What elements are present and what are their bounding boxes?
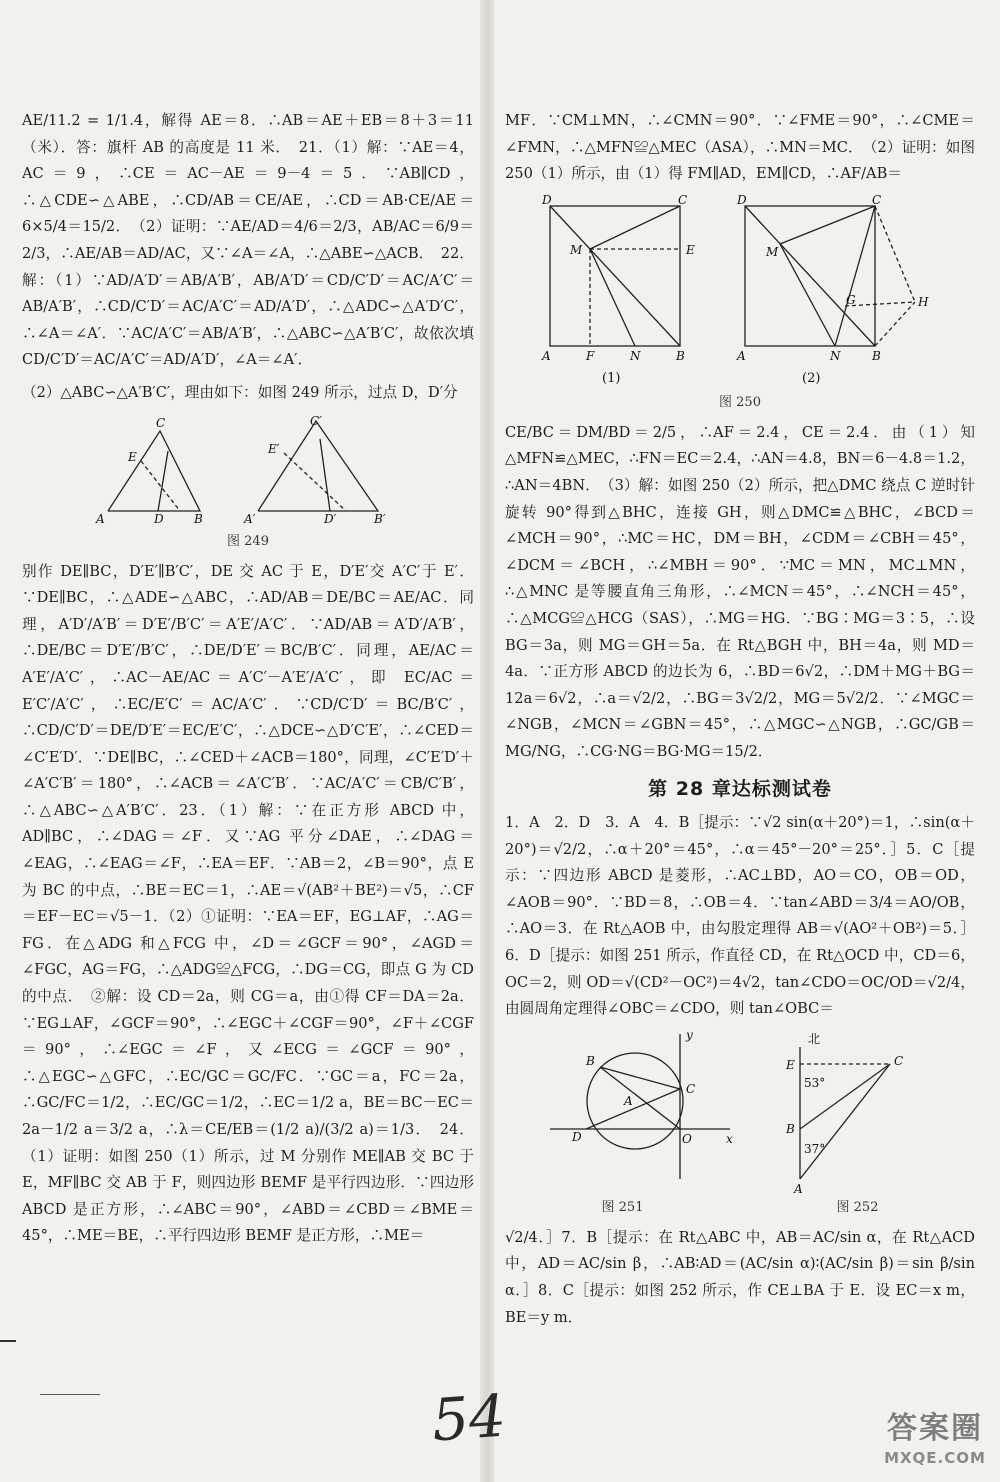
page-gutter xyxy=(480,0,494,1482)
watermark-url: MXQE.COM xyxy=(884,1449,986,1467)
left-column xyxy=(22,108,474,1388)
chapter-answers-1-6: 1．A 2．D 3．A 4．B［提示：∵√2 sin(α＋20°)＝1，∴sin(α＋20°)＝√2/2，∴α＋20°＝45°，∴α＝45°－20°＝25°．］5．C［提示：∵四边形 ABCD 是菱形，∴AC⊥BD，AO＝CO，OB＝OD，∠AOB＝90°．∵BD＝8，∴OB＝4．∵tan∠ABD＝3/4＝AO/OB，∴AO＝3．在 Rt△AOB 中，由勾股定理得 AB＝√(AO²＋OB²)＝5．］6．D［提示：如图 251 所示，作直径 CD，在 Rt△OCD 中，CD＝6，OC＝2，则 OD＝√(CD²－OC²)＝4√2，tan∠CDO＝OC/OD＝√2/4，由圆周角定理得∠OBC＝∠CDO，则 tan∠OBC＝ xyxy=(505,814,975,1018)
fig251-label-O: O xyxy=(682,1131,692,1146)
solutions-21-22: AE/11.2 = 1/1.4，解得 AE＝8．∴AB＝AE＋EB＝8＋3＝11（米）．答：旗杆 AB 的高度是 11 米． 21．（1）解：∵AE＝4，AC＝9，∴CE＝AC－AE＝9－4＝5．∵AB∥CD，∴△CDE∽△ABE，∴CD/AB＝CE/AE，∴CD＝AB·CE/AE＝6×5/4＝15/2． （2）证明：∵AE/AD＝4/6＝2/3，AB/AC＝6/9＝2/3，∴AE/AB＝AD/AC，又∵∠A＝∠A，∴△ABE∽△ACB． 22．解：（1）∵AD/A′D′＝AB/A′B′，AB/A′D′＝CD/C′D′＝AC/A′C′＝AB/A′B′，∴CD/C′D′＝AC/A′C′＝AD/A′D′，∴△ADC∽△A′D′C′，∴∠A＝∠A′．∵AC/A′C′＝AB/A′B′，∴△ABC∽△A′B′C′，故依次填 CD/C′D′＝AC/A′C′＝AD/A′D′，∠A＝∠A′． xyxy=(22,112,474,369)
left-edge-mark xyxy=(0,1340,16,1342)
fig250-1-label-N: N xyxy=(630,348,641,363)
fig251-label-C: C xyxy=(686,1081,696,1096)
figure-249 xyxy=(22,413,474,551)
fig251-label-A: A xyxy=(624,1093,633,1108)
fig250-2-label-B: B xyxy=(872,348,881,363)
fig252-label-B: B xyxy=(786,1121,795,1136)
fig250-2-label-C: C xyxy=(872,193,882,207)
fig252-label-A: A xyxy=(794,1181,803,1196)
watermark-logo xyxy=(880,1410,990,1476)
figure-250-diagram xyxy=(540,194,940,394)
figure-250 xyxy=(505,194,975,412)
label-D: D xyxy=(154,511,164,526)
fig250-1-label-D: D xyxy=(542,193,552,207)
label-E: E xyxy=(128,449,137,464)
label-B: B xyxy=(194,511,203,526)
right-column xyxy=(505,108,975,1388)
fig250-1-label-F: F xyxy=(586,348,595,363)
figure-249-caption: 图 249 xyxy=(227,533,269,549)
fig250-2-label-H: H xyxy=(918,294,929,309)
fig250-2-label-G: G xyxy=(846,292,856,307)
solution-24-continued: MF．∵CM⊥MN，∴∠CMN＝90°．∵∠FME＝90°，∴∠CME＝∠FMN，∴△MFN≌△MEC（ASA），∴MN＝MC． （2）证明：如图 250（1）所示，由（1）得 FM∥AD，EM∥CD，∴AF/AB＝ xyxy=(505,112,975,183)
label-B-prime: B′ xyxy=(374,511,386,526)
footer-line xyxy=(40,1394,100,1395)
fig252-label-C: C xyxy=(894,1053,904,1068)
fig250-1-label-A: A xyxy=(542,348,551,363)
solution-22-part2: （2）△ABC∽△A′B′C′，理由如下：如图 249 所示，过点 D，D′分 xyxy=(22,383,458,401)
fig251-label-B: B xyxy=(586,1053,595,1068)
label-A-prime: A′ xyxy=(244,511,256,526)
solution-24-parts2-3: CE/BC＝DM/BD＝2/5，∴AF＝2.4，CE＝2.4．由（1）知△MFN≌△MEC，∴FN＝EC＝2.4，∴AN＝4.8，BN＝6－4.8＝1.2，∴AN＝4BN． （3）解：如图 250（2）所示，把△DMC 绕点 C 逆时针旋转 90°得到△BHC，连接 GH，则△DMC≌△BHC，∠BCD＝∠MCH＝90°，∴MC＝HC，DM＝BH，∠CDM＝∠CBH＝45°，∠DCM＝∠BCH，∴∠MBH＝90°．∵MC＝MN，MC⊥MN，∴△MNC 是等腰直角三角形，∴∠MCN＝45°，∴∠NCH＝45°，∴△MCG≌△HCG（SAS），∴MG＝HG．∵BG∶MG＝3∶5，∴设 BG＝3a，则 MG＝GH＝5a．在 Rt△BGH 中，BH＝4a，则 MD＝4a．∵正方形 ABCD 的边长为 6，∴BD＝6√2，∴DM＋MG＋BG＝12a＝6√2，∴a＝√2/2，∴BG＝3√2/2，MG＝5√2/2．∵∠MGC＝∠NGB，∠MCN＝∠GBN＝45°，∴△MGC∽△NGB，∴GC/GB＝MG/NG，∴CG·NG＝BG·MG＝15/2． xyxy=(505,423,975,760)
figure-251-caption: 图 251 xyxy=(601,1199,644,1215)
watermark-logo-text: 答案圈 xyxy=(887,1411,983,1446)
fig250-sub2: (2) xyxy=(802,370,821,386)
fig250-sub1: (1) xyxy=(602,370,621,386)
figure-251-252-diagram xyxy=(540,1029,940,1199)
fig252-angle-37: 37° xyxy=(804,1141,826,1156)
handwritten-page-number: 54 xyxy=(429,1381,509,1455)
fig252-angle-53: 53° xyxy=(804,1075,826,1090)
figure-252-caption: 图 252 xyxy=(836,1199,879,1215)
fig250-1-label-B: B xyxy=(676,348,685,363)
fig252-label-north: 北 xyxy=(808,1031,821,1046)
label-C: C xyxy=(156,415,166,430)
label-D-prime: D′ xyxy=(324,511,337,526)
fig250-2-label-D: D xyxy=(737,193,747,207)
fig251-label-x: x xyxy=(726,1131,733,1146)
chapter-answers-6-8: √2/4．］7．B［提示：在 Rt△ABC 中，AB＝AC/sin α，在 Rt△ACD 中，AD＝AC/sin β，∴AB∶AD＝(AC/sin α)∶(AC/sin β)＝sin β/sin α．］8．C［提示：如图 252 所示，作 CE⊥BA 于 E．设 EC＝x m，BE＝y m． xyxy=(505,1228,975,1326)
figure-249-diagram xyxy=(88,413,408,533)
label-C-prime: C′ xyxy=(310,413,322,428)
fig252-label-E: E xyxy=(786,1057,795,1072)
fig250-1-label-M: M xyxy=(570,242,583,257)
figure-251-252 xyxy=(505,1029,975,1217)
fig250-2-label-A: A xyxy=(737,348,746,363)
label-A: A xyxy=(96,511,105,526)
fig250-2-label-N: N xyxy=(830,348,841,363)
fig250-1-label-C: C xyxy=(678,193,688,207)
fig250-1-label-E: E xyxy=(686,242,695,257)
figure-250-caption: 图 250 xyxy=(719,394,761,410)
fig250-2-label-M: M xyxy=(766,244,779,259)
label-E-prime: E′ xyxy=(268,441,280,456)
fig251-label-D: D xyxy=(572,1129,582,1144)
fig251-label-y: y xyxy=(686,1028,693,1042)
chapter-title: 第 28 章达标测试卷 xyxy=(648,777,832,800)
solutions-22-24: 别作 DE∥BC，D′E′∥B′C′，DE 交 AC 于 E，D′E′交 A′C′于 E′．∵DE∥BC，∴△ADE∽△ABC，∴AD/AB＝DE/BC＝AE/AC．同理，A′D′/A′B′＝D′E′/B′C′＝A′E′/A′C′．∵AD/AB＝A′D′/A′B′，∴DE/BC＝D′E′/B′C′，∴DE/D′E′＝BC/B′C′．同理，AE/AC＝A′E′/A′C′，∴AC－AE/AC＝A′C′－A′E′/A′C′，即 EC/AC＝E′C′/A′C′，∴EC/E′C′＝AC/A′C′．∵CD/C′D′＝BC/B′C′，∴CD/C′D′＝DE/D′E′＝EC/E′C′，∴△DCE∽△D′C′E′，∴∠CED＝∠C′E′D′．∵DE∥BC，∴∠CED＋∠ACB＝180°，同理，∠C′E′D′＋∠A′C′B′＝180°，∴∠ACB＝∠A′C′B′．∵AC/A′C′＝CB/C′B′，∴△ABC∽△A′B′C′．23．（1）解：∵在正方形 ABCD 中，AD∥BC，∴∠DAG＝∠F．又∵AG 平分∠DAE，∴∠DAG＝∠EAG，∴∠EAG＝∠F，∴EA＝EF．∵AB＝2，∠B＝90°，点 E 为 BC 的中点，∴BE＝EC＝1，∴AE＝√(AB²＋BE²)＝√5，∴CF＝EF－EC＝√5－1．（2）①证明：∵EA＝EF，EG⊥AF，∴AG＝FG．在△ADG 和△FCG 中，∠D＝∠GCF＝90°，∠AGD＝∠FGC，AG＝FG，∴△ADG≌△FCG，∴DG＝CG，即点 G 为 CD 的中点． ②解：设 CD＝2a，则 CG＝a，由①得 CF＝DA＝2a．∵EG⊥AF，∠GCF＝90°，∴∠EGC＋∠CGF＝90°，∠F＋∠CGF＝90°，∴∠EGC＝∠F，又∠ECG＝∠GCF＝90°，∴△EGC∽△GFC，∴EC/GC＝GC/FC．∵GC＝a，FC＝2a，∴GC/FC＝1/2，∴EC/GC＝1/2，∴EC＝1/2 a，BE＝BC－EC＝2a－1/2 a＝3/2 a，∴λ＝CE/EB＝(1/2 a)/(3/2 a)＝1/3． 24．（1）证明：如图 250（1）所示，过 M 分别作 ME∥AB 交 BC 于 E，MF∥BC 交 AB 于 F，则四边形 BEMF 是平行四边形．∵四边形 ABCD 是正方形，∴∠ABC＝90°，∠ABD＝∠CBD＝∠BME＝45°，∴ME＝BE，∴平行四边形 BEMF 是正方形，∴ME＝ xyxy=(22,562,474,1245)
figure-251-252-captions xyxy=(505,1199,975,1217)
